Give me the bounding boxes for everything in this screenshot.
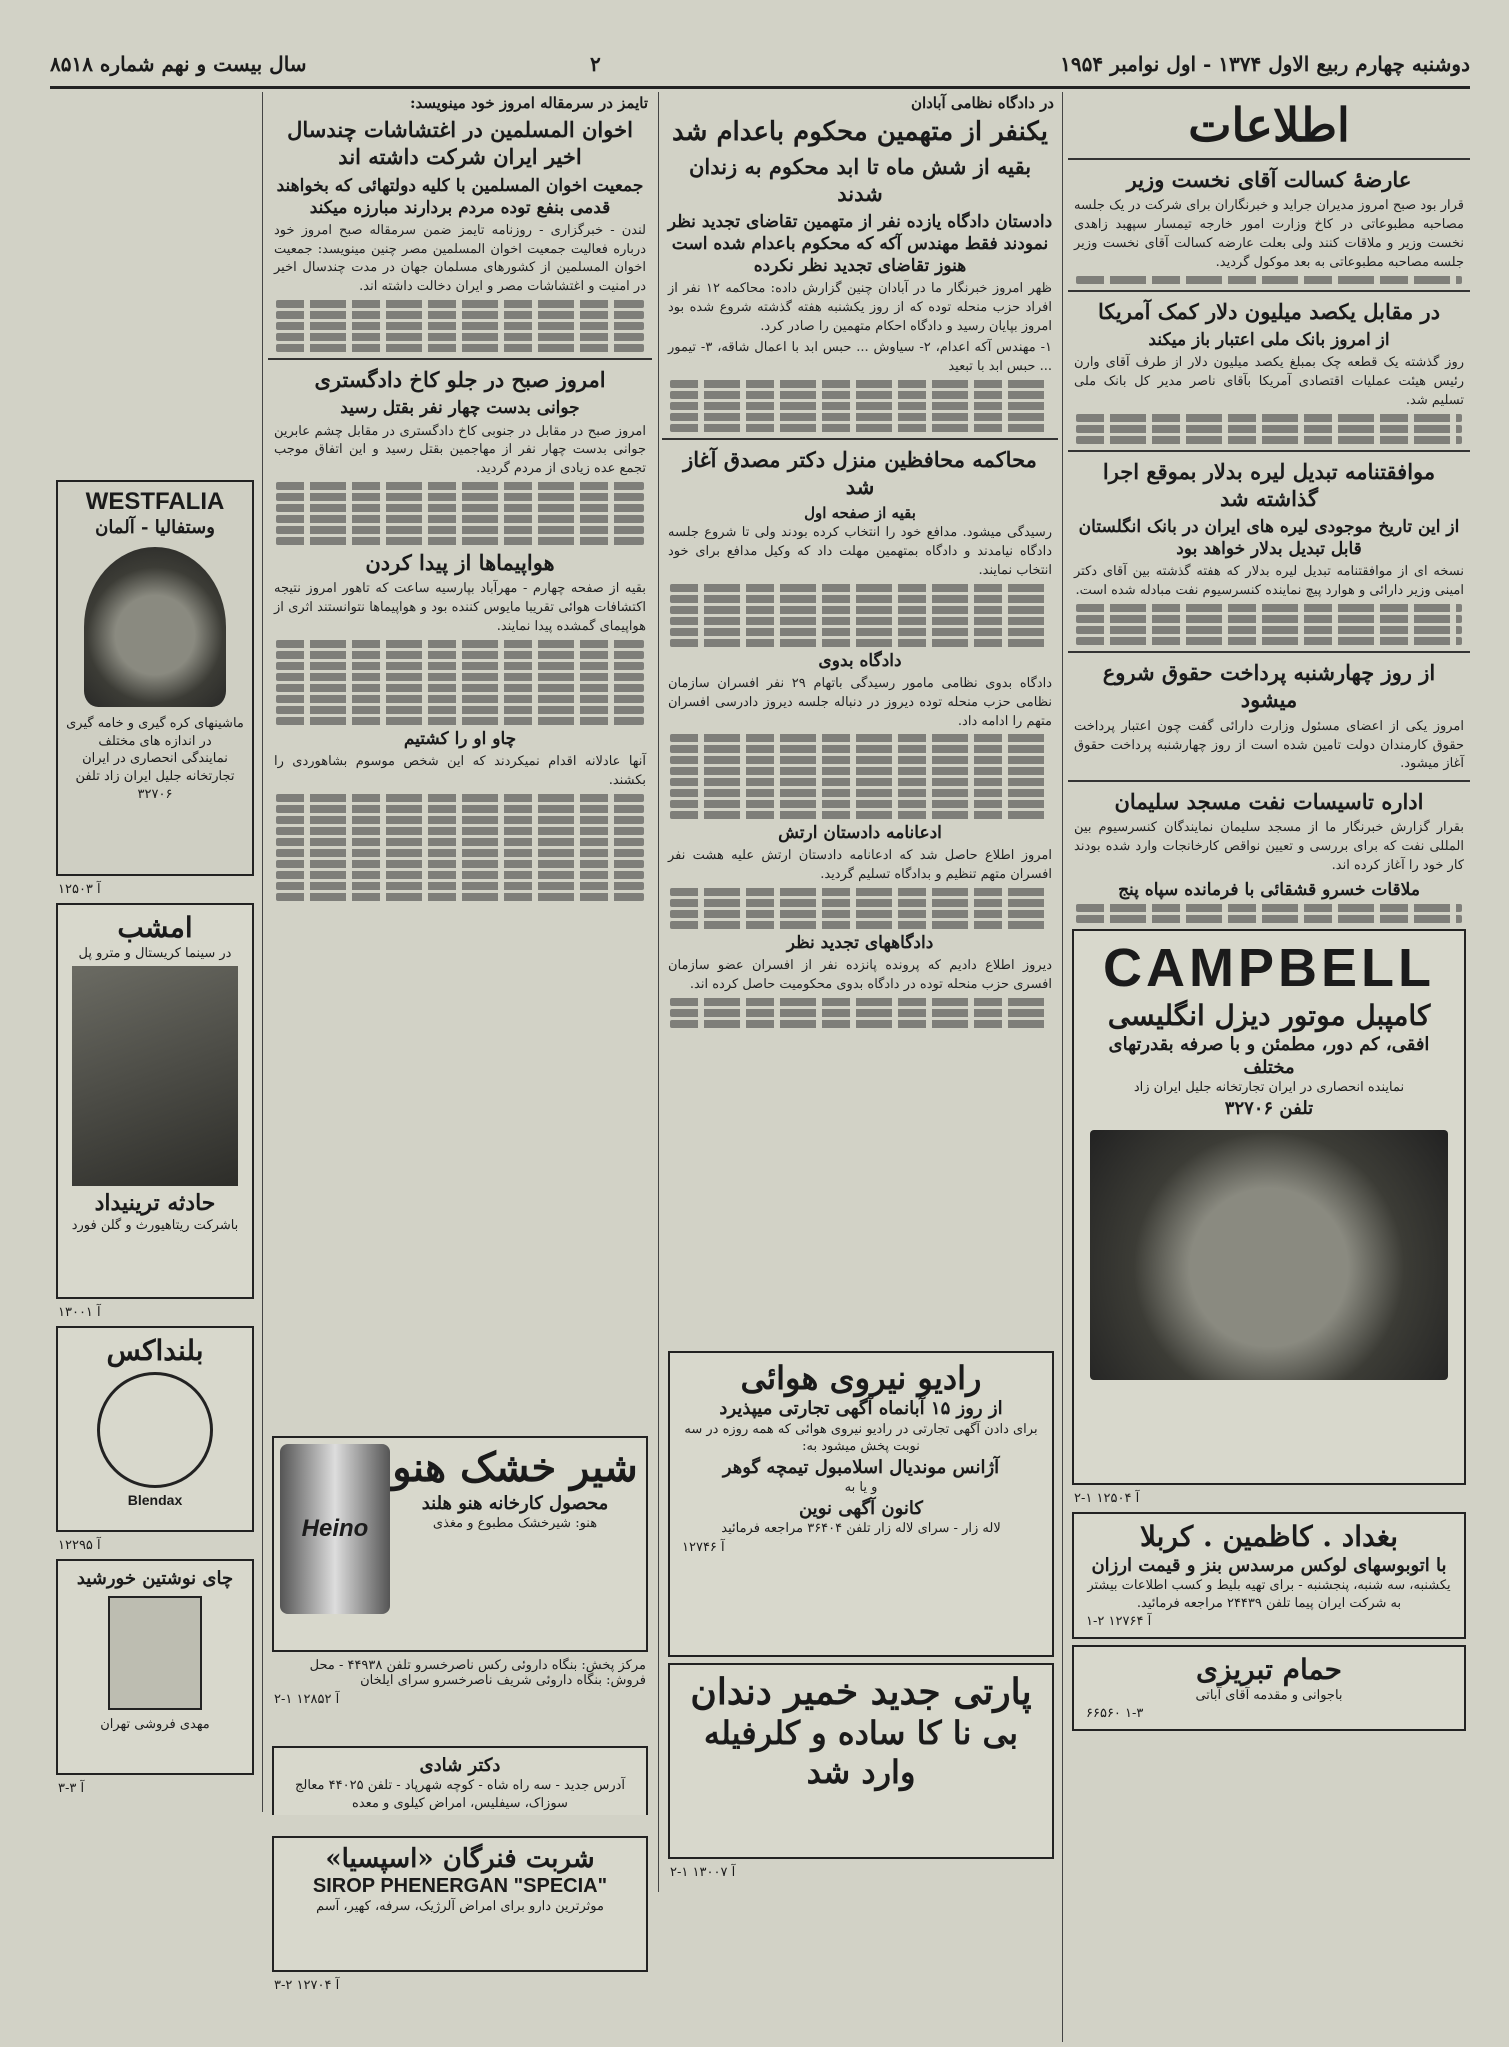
ad-milk-sub: محصول کارخانه هنو هلند [421, 1493, 609, 1514]
ad-campbell [1072, 929, 1466, 1485]
article-palace-murder: امروز صبح در مقابل در جنوبی کاخ دادگستری در مقابل چشم عابرین جوانی بدست چهار نفر از مهاجمین بقتل رسید و این اتفاق موجب تجمع عده زیادی از مردم گردید. [274, 423, 646, 477]
ad-tea-code: آ ۳-۳ [58, 1781, 85, 1796]
ad-campbell-title: کامپبل موتور دیزل انگلیسی [1107, 999, 1431, 1033]
ad-cinema-tonight: امشب [117, 911, 193, 944]
ad-campbell-brand: CAMPBELL [1103, 938, 1435, 999]
ad-air-force-radio [668, 1351, 1054, 1657]
article-salary-payment: امروز یکی از اعضای مسئول وزارت دارائی گفت چون اعتبار پرداخت حقوق کارمندان دولت تامین شده است از روز چهارشنبه پرداخت حقوق آغاز میشود. [1074, 718, 1464, 772]
kicker-abadan-court: در دادگاه نظامی آبادان [910, 94, 1054, 112]
headline-palace-murder: امروز صبح در جلو کاخ دادگستری [314, 367, 606, 393]
ad-milk-title: شیر خشک هنو [392, 1444, 638, 1491]
ad-cinema-code: آ ۱۳۰۰۱ [58, 1305, 101, 1320]
column-4 [52, 92, 258, 1992]
headline-salary-payment: از روز چهارشنبه پرداخت حقوق شروع میشود [1102, 660, 1436, 713]
tea-box-image [108, 1596, 202, 1710]
page-header [50, 48, 1470, 89]
headline-muslim-brotherhood: اخوان المسلمین در اغتشاشات چندسال اخیر ایران شرکت داشته اند [287, 117, 633, 170]
kicker-planes-continued [56, 94, 254, 474]
ad-bus-baghdad [1072, 1512, 1466, 1639]
ad-heino-milk [272, 1436, 648, 1652]
subhead-abadan-appeal: دادستان دادگاه یازده نفر از متهمین تقاضای تجدید نظر نمودند فقط مهندس آکه که محکوم باعدام شده است هنوز تقاضای تجدید نظر نکرده [667, 212, 1053, 277]
subhead-us-aid: از امروز بانک ملی اعتبار باز میکند [1148, 329, 1390, 350]
engine-image [1090, 1130, 1448, 1380]
ad-toothpaste-title: پارتی جدید خمیر دندان [690, 1671, 1032, 1713]
ad-bus-sub: با اتوبوسهای لوکس مرسدس بنز و قیمت ارزان [1091, 1554, 1447, 1576]
ad-tea-sub: مهدی فروشی تهران [100, 1717, 210, 1733]
ad-bath-title: حمام تبریزی [1196, 1653, 1342, 1687]
ad-radio-text: برای دادن آگهی تجارتی در رادیو نیروی هوائی که همه روزه در سه نوبت پخش میشود به: [684, 1421, 1038, 1455]
article-trial: رسیدگی میشود. مدافع خود را انتخاب کرده بودند ولی تا شروع جلسه دادگاه نیامدند و دادگاه بمتهمین مهلت داد که وکیل مدافع برای خود انتخاب نمایند. [668, 525, 1052, 578]
ad-milk-brand: Heino [301, 1515, 369, 1542]
article-us-aid: روز گذشته یک قطعه چک بمبلغ یکصد میلیون دلار از طرف آقای وارن رئیس هیئت عملیات اقتصادی آمریکا بآقای ناصر مدیر کل بانک ملی تسلیم شد. [1074, 355, 1464, 408]
ad-blendax-title: بلنداکس [106, 1334, 204, 1367]
header-date: دوشنبه چهارم ربیع الاول ۱۳۷۴ - اول نوامبر ۱۹۵۴ [1060, 52, 1470, 76]
column-2-ads [664, 1345, 1058, 1885]
ad-westfalia-sub: ماشینهای کره گیری و خامه گیری در اندازه های مختلف [66, 716, 244, 749]
separator-machine-image [84, 547, 226, 707]
ad-toothpaste-sub: بی نا کا ساده و کلرفیله [703, 1714, 1019, 1753]
masthead-logo: اطلاعات [1188, 98, 1350, 152]
headline-mossadegh-guards-trial: محاکمه محافظین منزل دکتر مصدق آغاز شد [683, 446, 1037, 499]
column-3-ads [268, 1430, 652, 1730]
article-muslim-brotherhood: لندن - خبرگزاری - روزنامه تایمز ضمن سرمقاله صبح امروز خود درباره فعالیت جمعیت اخوان المسلمین مصر چنین مینویسد: جمعیت اخوان المسلمین از کشورهای مسلمان جهان در مدت چندسال اخیر در امنیت و اغتشاشات مصر و ایران دخالت داشته اند. [274, 222, 646, 295]
article-abadan: ظهر امروز خبرنگار ما در آبادان چنین گزارش داده: محاکمه ۱۲ نفر از افراد حزب منحله توده که از روز یکشنبه هفته گذشته شروع شده بود امروز بپایان رسید و دادگاه احکام متهمین را صادر کرد. [668, 281, 1052, 335]
header-issue: سال بیست و نهم شماره ۸۵۱۸ [50, 52, 307, 76]
headline-pound-dollar: موافقتنامه تبدیل لیره بدلار بموقع اجرا گذاشته شد [1102, 458, 1436, 511]
column-3-sirop [268, 1830, 652, 1990]
ad-bus-text: یکشنبه، سه شنبه، پنجشنبه - برای تهیه بلیط و کسب اطلاعات بیشتر به شرکت ایران پیما تلفن ۲۴۴۳۹ مراجعه فرمائید. [1087, 1578, 1451, 1611]
kicker-times-editorial: تایمز در سرمقاله امروز خود مینویسد: [409, 94, 648, 112]
ad-campbell-sub: افقی، کم دور، مطمئن و با صرفه بقدرتهای مختلف [1108, 1033, 1430, 1079]
headline-us-aid: در مقابل یکصد میلیون دلار کمک آمریکا [1097, 298, 1441, 324]
subhead-pound-dollar: از این تاریخ موجودی لیره های ایران در بانک انگلستان قابل تبدیل بدلار خواهد بود [1078, 517, 1460, 560]
ad-toothpaste-code: آ ۱۳۰۰۷ ۱-۲ [670, 1865, 736, 1880]
ad-radio-title: رادیو نیروی هوائی [740, 1359, 982, 1397]
ad-sirop-sub: موثرترین دارو برای امراض آلرژیک، سرفه، کهیر، آسم [316, 1899, 604, 1915]
actress-photo [72, 966, 238, 1186]
ad-radio-address: لاله زار - سرای لاله زار تلفن ۳۶۴۰۴ مراجعه فرمائید [721, 1521, 1001, 1537]
article-primary-court: دادگاه بدوی نظامی مامور رسیدگی باتهام ۲۹ نفر افسران سازمان نظامی حزب منحله توده دیروز در دنباله جلسه دیروز دادرسی افسران متهم را ادامه داد. [668, 675, 1053, 729]
ad-bus-code: آ ۱۲۷۶۴ ۲-۱ [1086, 1614, 1152, 1630]
headline-planes-search: هواپیماها از پیدا کردن [365, 550, 555, 576]
ad-doctor-text: آدرس جدید - سه راه شاه - کوچه شهرپاد - تلفن ۴۴۰۲۵ معالج سوزاک، سیفلیس، امراض کیلوی و معده [294, 1778, 626, 1811]
ad-doctor-title: دکتر شادی [419, 1755, 501, 1776]
ad-sirop-brand: SIROP PHENERGAN "SPECIA" [312, 1875, 608, 1898]
article-oil: بقرار گزارش خبرنگار ما از مسجد سلیمان نمایندگان کنسرسیوم بین المللی نفت که برای بررسی و تعیین نواقص کارخانجات وارد شده بودند کار خود را آغاز کرده اند. [1074, 820, 1464, 874]
ad-campbell-code: آ ۱۲۵۰۴ ۱-۲ [1074, 1491, 1140, 1507]
article-appeal-courts: دیروز اطلاع دادیم که پرونده پانزده نفر از افسران عضو سازمان افسری حزب منحله توده در دادگاه بدوی محکومیت حاصل کرده اند. [668, 958, 1052, 993]
ad-milk-tag: هنو: شیرخشک مطبوع و مغذی [432, 1516, 598, 1532]
ad-cinema-venue: در سینما کریستال و مترو پل [78, 945, 232, 961]
header-page-number: ۲ [590, 52, 601, 76]
subhead-appeal-courts: دادگاههای تجدید نظر [786, 933, 934, 954]
column-1 [1068, 92, 1470, 2042]
ad-radio-or: و یا به [844, 1480, 878, 1496]
ad-westfalia-rep: نمایندگی انحصاری در ایران تجارتخانه جلیل ایران زاد تلفن ۳۲۷۰۶ [75, 751, 235, 802]
column-3 [268, 92, 652, 1462]
ad-cinema-film: حادثه ترینیداد [94, 1190, 216, 1217]
ad-toothpaste [668, 1663, 1054, 1859]
subhead-abadan-prison: بقیه از شش ماه تا ابد محکوم به زندان شدند [688, 153, 1032, 206]
headline-oil-masjed-soleiman: اداره تاسیسات نفت مسجد سلیمان [1114, 789, 1424, 815]
article-abadan-verdicts: ۱- مهندس آکه اعدام، ۲- سیاوش ... حبس ابد با اعمال شاقه، ۳- تیمور ... حبس ابد با تبعید [668, 339, 1053, 374]
ad-blendax-code: آ ۱۲۲۹۵ [58, 1538, 101, 1553]
article-pound-dollar: نسخه ای از موافقتنامه تبدیل لیره بدلار که هفته گذشته بین آقای دکتر امینی وزیر دارائی و هوارد پیچ نماینده کنسرسیوم نفت مبادله شده است. [1074, 564, 1464, 599]
ad-sirop-phenergan [272, 1836, 648, 1972]
ad-sirop-code: آ ۱۲۷۰۴ ۲-۳ [274, 1978, 340, 1990]
ad-radio-sub: از روز ۱۵ آبانماه آگهی تجارتی میپذیرد [719, 1398, 1003, 1420]
headline-abadan-death-sentence: یکنفر از متهمین محکوم باعدام شد [671, 117, 1049, 147]
ad-bath-sub: باجوانی و مقدمه آقای آباتی [1195, 1687, 1343, 1703]
subhead-army-prosecutor: ادعانامه دادستان ارتش [778, 823, 942, 844]
ad-blendax-brand: Blendax [127, 1491, 183, 1508]
ad-westfalia-title: وستفالیا - آلمان [95, 517, 215, 538]
ad-radio-agent1: آژانس موندیال اسلامبول تیمچه گوهر [722, 1456, 1000, 1478]
ad-bus-title: بغداد . کاظمین . کربلا [1139, 1520, 1399, 1554]
headline-pm-illness: عارضهٔ کسالت آقای نخست وزیر [1126, 167, 1412, 192]
subhead-qashqai-meeting: ملاقات خسرو قشقائی با فرمانده سپاه پنج [1118, 880, 1420, 901]
ad-tea-title: چای نوشتین خورشید [76, 1568, 234, 1589]
ad-radio-agent2: کانون آگهی نوین [798, 1497, 923, 1519]
ad-toothpaste-arrived: وارد شد [806, 1752, 916, 1791]
kicker-trial-continued: بقیه از صفحه اول [804, 504, 916, 523]
ad-westfalia [56, 480, 254, 876]
ad-radio-code: آ ۱۲۷۴۶ [682, 1539, 725, 1555]
clock-face-image [97, 1372, 213, 1488]
column-3-doctor [268, 1740, 652, 1815]
ad-doctor-shadi [272, 1746, 648, 1815]
subhead-chaw: چاو او را کشتیم [403, 728, 517, 749]
ad-campbell-tel: تلفن ۳۲۷۰۶ [1224, 1098, 1314, 1120]
ad-blendax [56, 1326, 254, 1532]
milk-can-image [280, 1444, 390, 1614]
ad-sirop-title: شربت فنرگان «اسپسیا» [325, 1844, 595, 1874]
subhead-palace-murder: جوانی بدست چهار نفر بقتل رسید [340, 398, 580, 419]
subhead-primary-court: دادگاه بدوی [818, 650, 902, 671]
ad-milk-address: مرکز پخش: بنگاه داروئی رکس ناصرخسرو تلفن ۴۴۹۳۸ - محل فروش: بنگاه داروئی شریف ناصرخسرو سرای ایلخان [309, 1658, 646, 1688]
ad-bath-tel: ۶۶۵۶۰ ۱-۳ [1086, 1706, 1144, 1722]
ad-milk-code: آ ۱۲۸۵۲ ۱-۲ [274, 1692, 340, 1707]
article-chaw: آنها عادلانه اقدام نمیکردند که این شخص موسوم بشاهوردی را بکشند. [274, 754, 646, 788]
article-planes-search: بقیه از صفحه چهارم - مهرآباد بپارسیه ساعت که تاهور امروز نتیجه اکتشافات هوائی تقریبا مایوس کننده بود و هواپیماها نتوانستند اثری از هواپیمای گمشده پیدا نمایند. [274, 581, 646, 635]
article-pm-illness: قرار بود صبح امروز مدیران جراید و خبرنگاران برای شرکت در یک جلسه مصاحبه مطبوعاتی در کاخ وزارت امور خارجه تیمسار سپهبد زاهدی نخست وزیر و ملاقات کنند ولی بعلت عارضه کسالت آقای نخست وزیر جلسه مصاحبه مطبوعاتی به بعد موکول گردید. [1074, 198, 1464, 270]
ad-bath [1072, 1645, 1466, 1731]
ad-tea [56, 1559, 254, 1775]
column-2 [662, 92, 1058, 1342]
subhead-muslim-brotherhood: جمعیت اخوان المسلمین با کلیه دولتهائی که بخواهند قدمی بنفع توده مردم بردارند مبارزه میکند [276, 175, 644, 218]
ad-cinema-cast: باشرکت ریتاهیورث و گلن فورد [71, 1217, 239, 1233]
article-army-prosecutor: امروز اطلاع حاصل شد که ادعانامه دادستان ارتش علیه هشت نفر افسران متهم تنظیم و بدادگاه تسلیم گردید. [668, 848, 1052, 883]
ad-campbell-rep: نماینده انحصاری در ایران تجارتخانه جلیل ایران زاد [1133, 1080, 1405, 1096]
ad-westfalia-brand: WESTFALIA [85, 488, 225, 515]
ad-cinema [56, 903, 254, 1299]
ad-westfalia-code: آ ۱۲۵۰۳ [58, 882, 101, 897]
